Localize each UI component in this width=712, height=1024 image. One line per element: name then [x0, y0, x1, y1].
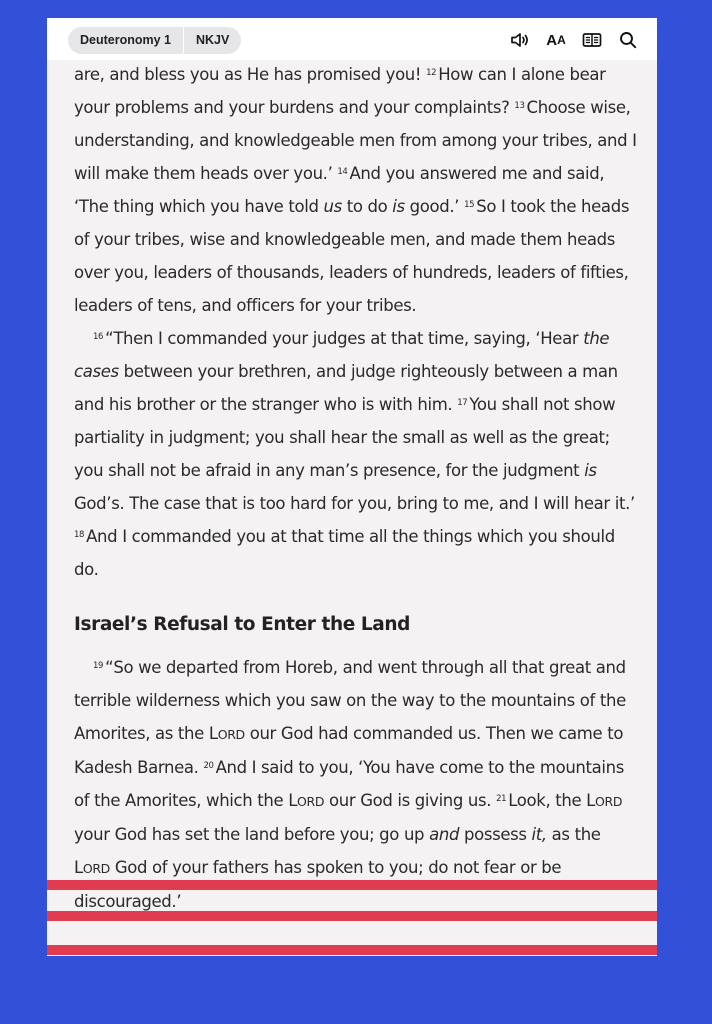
- highlight-stripe: [47, 911, 657, 921]
- verse-number[interactable]: 20: [203, 761, 214, 771]
- search-icon[interactable]: [617, 29, 639, 51]
- verse-number[interactable]: 19: [93, 661, 104, 671]
- verse-number[interactable]: 18: [74, 530, 85, 540]
- reader-icon[interactable]: [581, 29, 603, 51]
- verse-number[interactable]: 17: [457, 398, 468, 408]
- version-button[interactable]: NKJV: [196, 33, 230, 47]
- verse-number[interactable]: 21: [496, 794, 507, 804]
- audio-icon[interactable]: [509, 29, 531, 51]
- verse-number[interactable]: 13: [514, 101, 525, 111]
- verse-number[interactable]: 14: [337, 167, 348, 177]
- toolbar-actions: [509, 29, 639, 51]
- verse-number[interactable]: 16: [93, 332, 104, 342]
- passage-selector: [68, 27, 241, 54]
- book-chapter-button[interactable]: Deuteronomy 1: [80, 33, 171, 47]
- paragraph: $^{16}$ “Then I commanded your judges at that time, saying, ‘Hear the cases between your brethren, and judge righteously between a man and his brother or the stranger who is with him. $^{17}$ You shall not show partiality in judgment; you shall hear the small as well as the great; you shall not be afraid in any man’s presence, for the judgment is God’s. The case that is too hard for you, bring to me, and I will hear it.’ $^{18}$ And I commanded you at that time all the things which you should do.: [74, 329, 635, 579]
- verse-number[interactable]: 15: [464, 200, 475, 210]
- section-heading: Israel’s Refusal to Enter the Land: [74, 614, 411, 635]
- highlight-stripe: [47, 880, 657, 890]
- verse-number[interactable]: 12: [426, 68, 437, 78]
- highlight-stripe: [47, 945, 657, 955]
- reader-screen: [47, 18, 657, 956]
- text-size-icon[interactable]: A A: [546, 31, 566, 49]
- top-toolbar: [47, 18, 657, 60]
- paragraph: $^{19}$ “So we departed from Horeb, and went through all that great and terrible wilderness which you saw on the way to the mountains of the Amorites, as the LORD our God had commanded us. Then we came to Kadesh Barnea. $^{20}$ And I said to you, ‘You have come to the mountains of the Amorites, which the LORD our God is giving us. $^{21}$ Look, the LORD your God has set the land before you; go up and possess it, as the LORD God of your fathers has spoken to you; do not fear or be discouraged.’: [74, 658, 626, 911]
- paragraph: are, and bless you as He has promised you! $^{12}$ How can I alone bear your problems and your burdens and your complaints? $^{13}$ Choose wise, understanding, and knowledgeable men from among your tribes, and I will make them heads over you.’ $^{14}$ And you answered me and said, ‘The thing which you have told us to do is good.’ $^{15}$ So I took the heads of your tribes, wise and knowledgeable men, and made them heads over you, leaders of thousands, leaders of hundreds, leaders of fifties, leaders of tens, and officers for your tribes.: [74, 65, 637, 315]
- passage-text: [74, 58, 640, 918]
